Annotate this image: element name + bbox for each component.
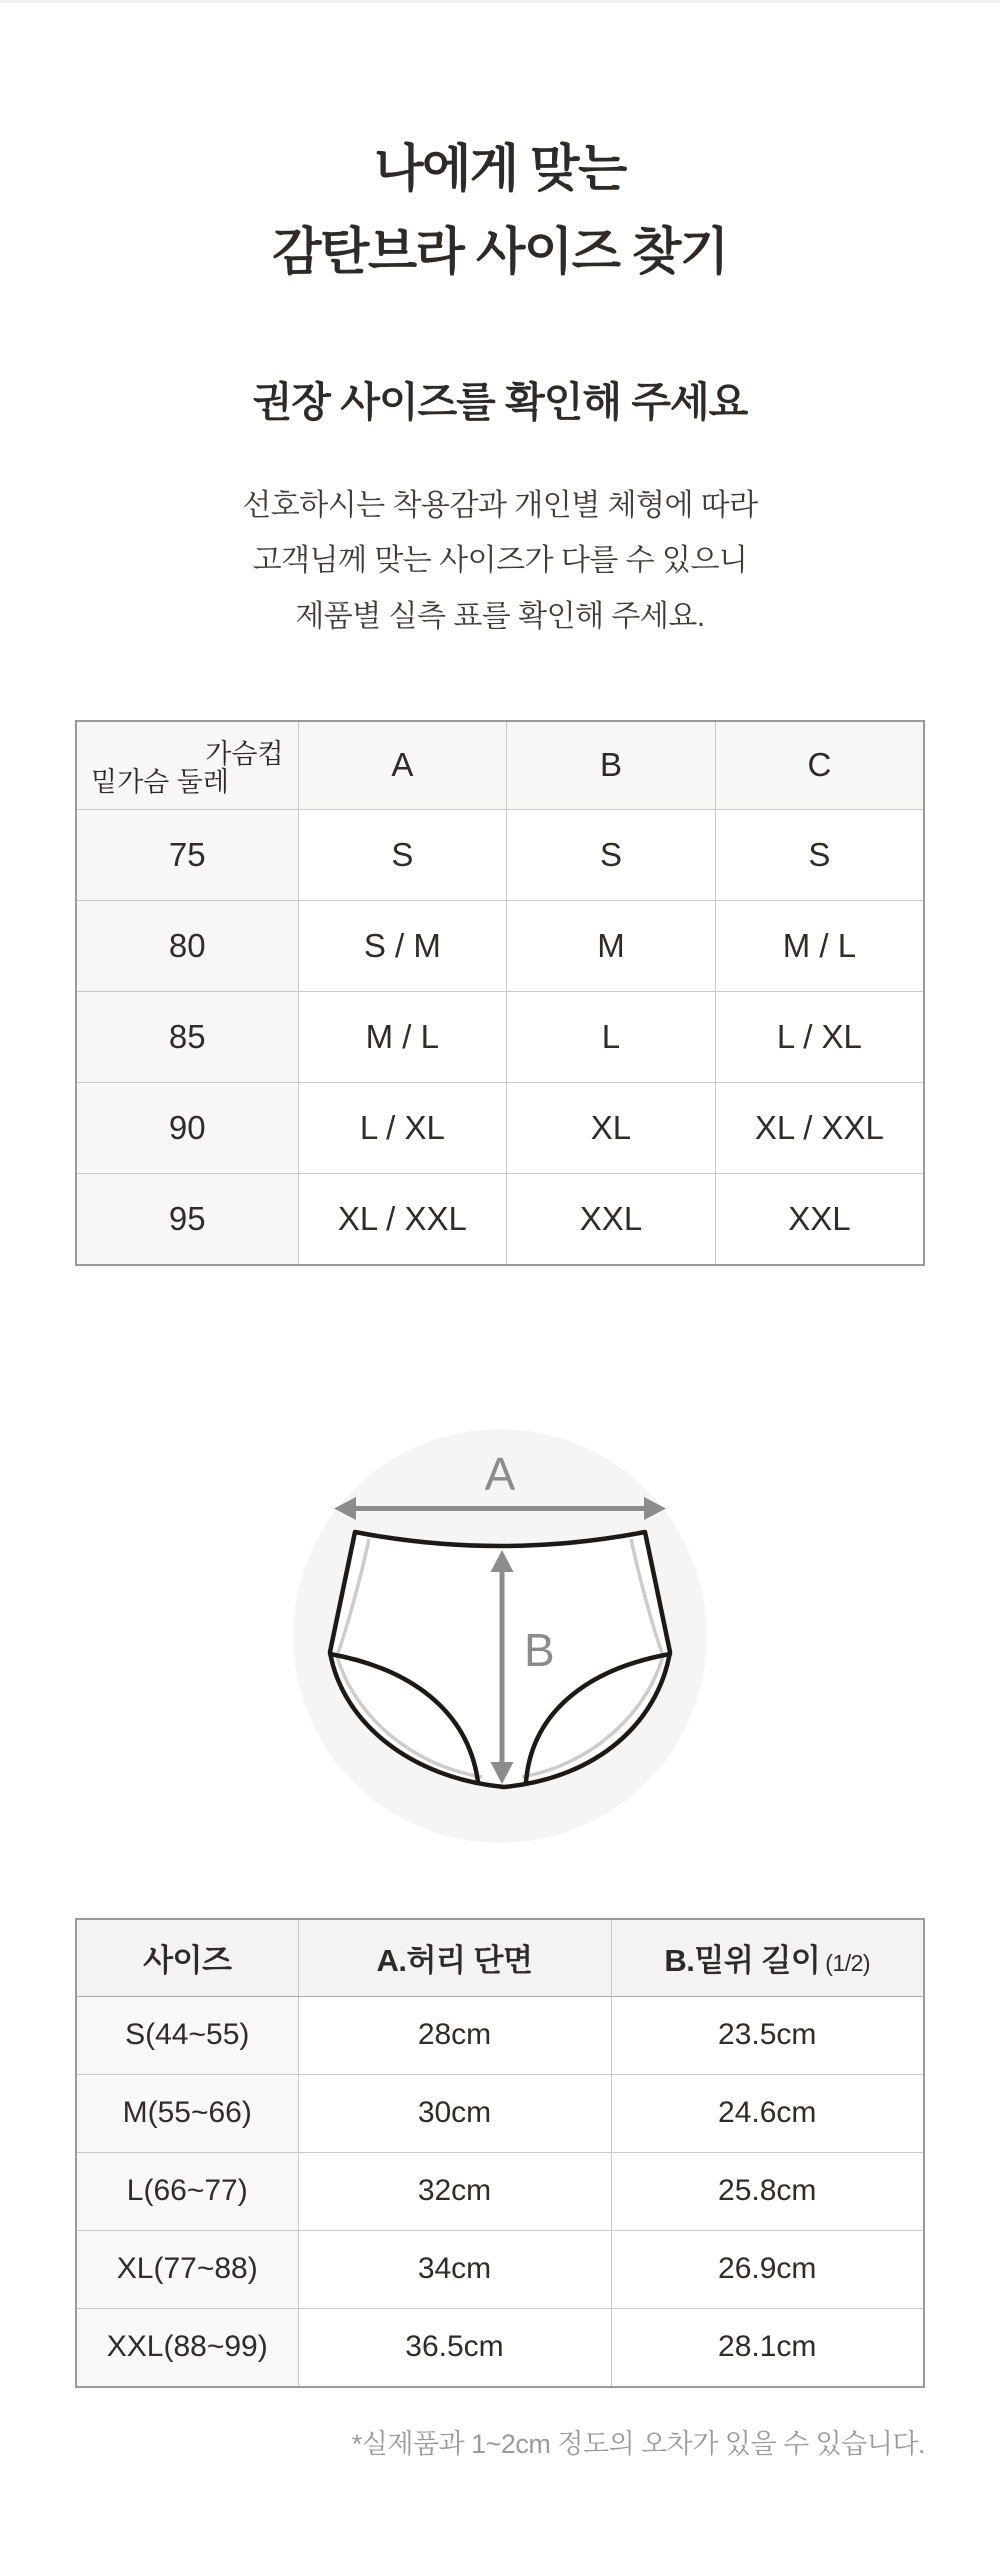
- size-cell: S: [507, 809, 716, 900]
- size-cell: M: [507, 900, 716, 991]
- content-column: [75, 128, 925, 2461]
- rise-value-cell: 24.6cm: [611, 2074, 924, 2152]
- table-row: [76, 2074, 924, 2152]
- column-header-b: B: [507, 721, 716, 810]
- section-subtitle: 권장 사이즈를 확인해 주세요: [252, 379, 748, 426]
- size-label-cell: M(55~66): [76, 2074, 298, 2152]
- size-cell: L: [507, 991, 716, 1082]
- table-row: [76, 991, 924, 1082]
- waist-value-cell: 28cm: [298, 1996, 611, 2074]
- size-label-cell: L(66~77): [76, 2152, 298, 2230]
- table-row: [76, 2230, 924, 2308]
- size-label-cell: XXL(88~99): [76, 2308, 298, 2387]
- table-row: [76, 1082, 924, 1173]
- size-cell: S: [715, 809, 924, 900]
- table-row: [76, 2308, 924, 2387]
- band-cell: 80: [76, 900, 298, 991]
- table-row: [76, 809, 924, 900]
- table-row: [76, 900, 924, 991]
- tolerance-footnote: *실제품과 1~2cm 정도의 오차가 있을 수 있습니다.: [351, 2428, 925, 2459]
- waist-value-cell: 34cm: [298, 2230, 611, 2308]
- description-text: [75, 478, 925, 644]
- band-cell: 75: [76, 809, 298, 900]
- waist-value-cell: 32cm: [298, 2152, 611, 2230]
- size-cell: S / M: [298, 900, 507, 991]
- rise-value-cell: 26.9cm: [611, 2230, 924, 2308]
- size-label-cell: XL(77~88): [76, 2230, 298, 2308]
- header-rise: [611, 1919, 924, 1997]
- size-cell: L / XL: [298, 1082, 507, 1173]
- description-line3: 제품별 실측 표를 확인해 주세요.: [295, 599, 705, 633]
- page-title-line2: 감탄브라 사이즈 찾기: [272, 222, 728, 280]
- size-cell: L / XL: [715, 991, 924, 1082]
- bra-size-table: [75, 720, 925, 1266]
- header-size: 사이즈: [76, 1919, 298, 1997]
- bra-size-header-row: [76, 721, 924, 810]
- description-line1: 선호하시는 착용감과 개인별 체형에 따라: [242, 489, 758, 523]
- size-cell: XL: [507, 1082, 716, 1173]
- size-label-cell: S(44~55): [76, 1996, 298, 2074]
- panty-size-header-row: [76, 1919, 924, 1997]
- header-waist: A.허리 단면: [298, 1919, 611, 1997]
- header-rise-main: B.밑위 길이: [664, 1943, 821, 1979]
- measure-label-b: B: [524, 1623, 555, 1676]
- band-cell: 90: [76, 1082, 298, 1173]
- description-line2: 고객님께 맞는 사이즈가 다를 수 있으니: [252, 544, 748, 578]
- size-cell: M / L: [715, 900, 924, 991]
- size-cell: XL / XXL: [298, 1173, 507, 1265]
- size-cell: XXL: [507, 1173, 716, 1265]
- corner-label-cup: 가슴컵: [205, 738, 284, 769]
- corner-header-cell: [76, 721, 298, 810]
- panty-size-table: [75, 1918, 925, 2388]
- column-header-c: C: [715, 721, 924, 810]
- size-cell: XL / XXL: [715, 1082, 924, 1173]
- table-row: [76, 2152, 924, 2230]
- size-cell: XXL: [715, 1173, 924, 1265]
- waist-value-cell: 30cm: [298, 2074, 611, 2152]
- band-cell: 85: [76, 991, 298, 1082]
- rise-value-cell: 23.5cm: [611, 1996, 924, 2074]
- table-row: [76, 1173, 924, 1265]
- rise-value-cell: 25.8cm: [611, 2152, 924, 2230]
- corner-label-underbust: 밑가슴 둘레: [91, 766, 229, 797]
- waist-value-cell: 36.5cm: [298, 2308, 611, 2387]
- band-cell: 95: [76, 1173, 298, 1265]
- panty-measure-diagram: [280, 1416, 720, 1856]
- page-title-line1: 나에게 맞는: [374, 140, 626, 197]
- rise-value-cell: 28.1cm: [611, 2308, 924, 2387]
- page-title: [75, 128, 925, 293]
- header-rise-sub: (1/2): [825, 1950, 871, 1977]
- top-divider: [0, 0, 1000, 3]
- size-cell: M / L: [298, 991, 507, 1082]
- table-row: [76, 1996, 924, 2074]
- measure-label-a: A: [484, 1447, 516, 1500]
- column-header-a: A: [298, 721, 507, 810]
- size-cell: S: [298, 809, 507, 900]
